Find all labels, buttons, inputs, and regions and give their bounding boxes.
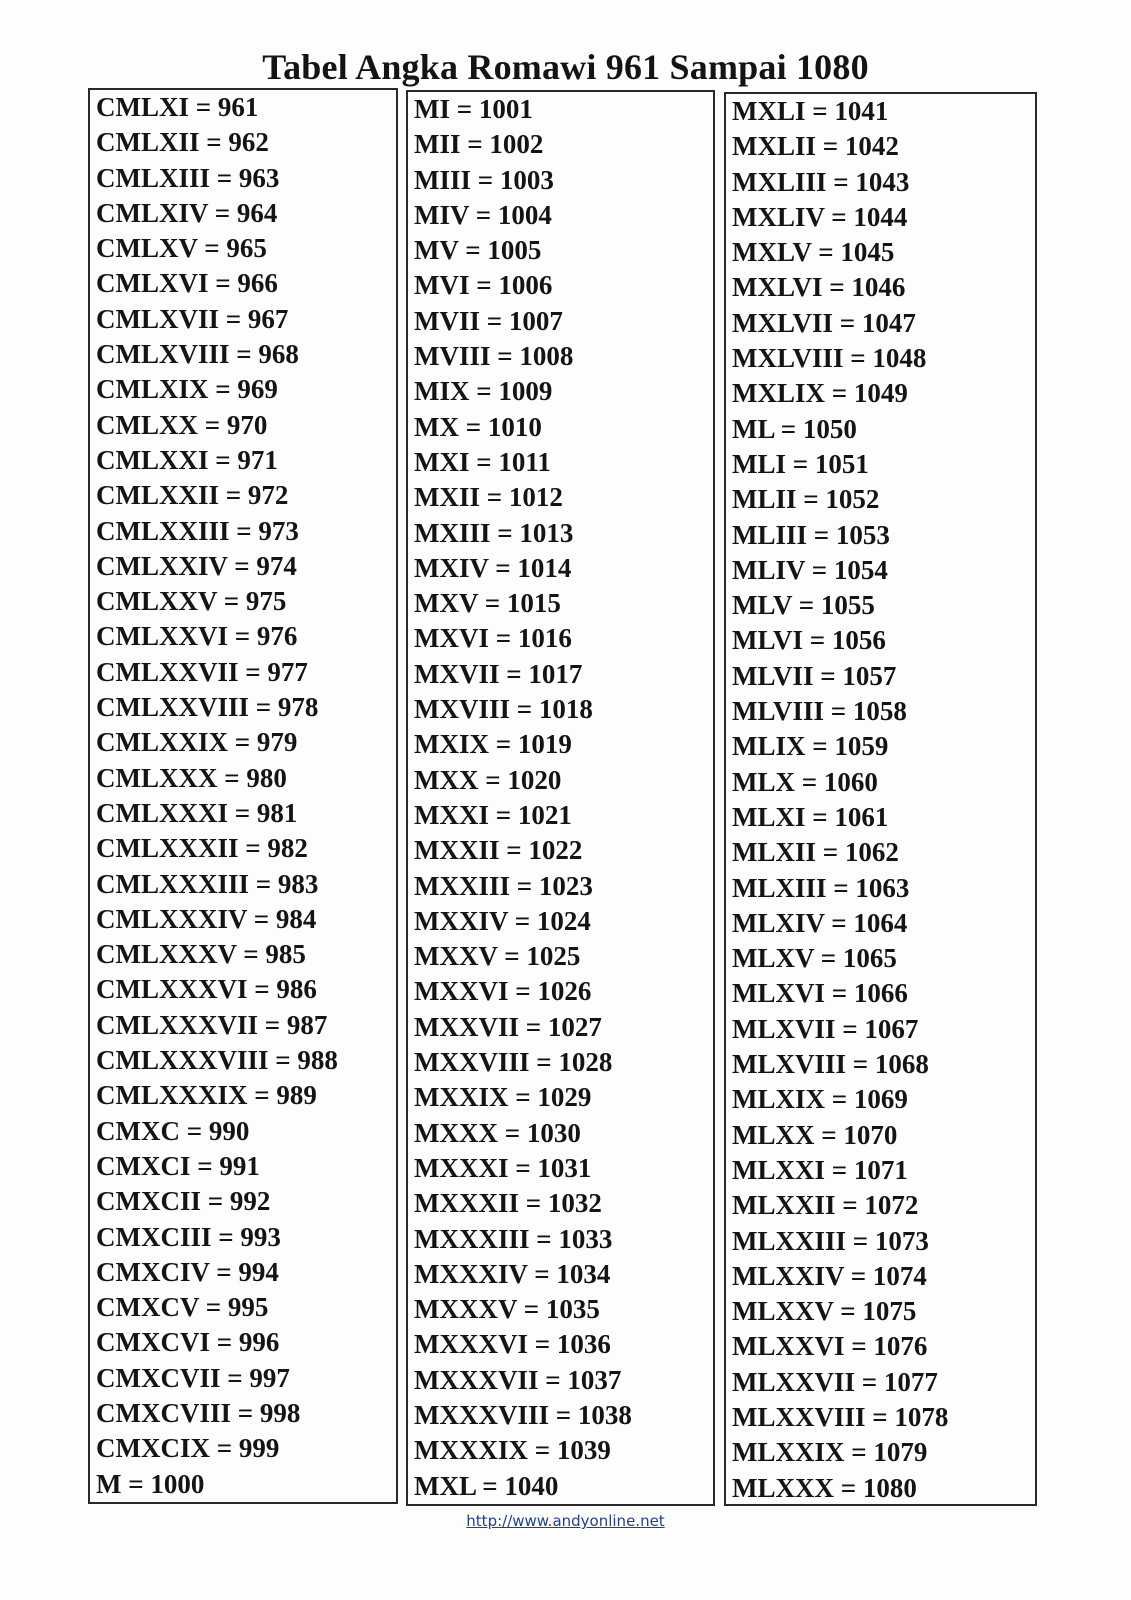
numeral-entry: CMLXXVIII = 978 <box>96 692 319 723</box>
numeral-entry: MXLV = 1045 <box>732 237 895 268</box>
numeral-entry: MXV = 1015 <box>414 588 561 619</box>
numeral-entry: MXLIII = 1043 <box>732 166 910 197</box>
numeral-entry: MXXXIX = 1039 <box>414 1435 611 1466</box>
numeral-entry: MXVII = 1017 <box>414 658 583 689</box>
numeral-entry: MLXVI = 1066 <box>732 978 908 1009</box>
numeral-entry: MLXXIII = 1073 <box>732 1225 929 1256</box>
numeral-entry: CMXCV = 995 <box>96 1292 269 1323</box>
numeral-entry: MXXII = 1022 <box>414 835 583 866</box>
numeral-entry: CMXCVII = 997 <box>96 1362 290 1393</box>
numeral-entry: MVI = 1006 <box>414 270 553 301</box>
numeral-entry: MLXIII = 1063 <box>732 872 910 903</box>
numeral-entry: MXXXV = 1035 <box>414 1294 600 1325</box>
numeral-entry: CMLXI = 961 <box>96 92 259 122</box>
numeral-entry: MV = 1005 <box>414 235 542 266</box>
numeral-entry: CMLXXVII = 977 <box>96 656 308 687</box>
numeral-entry: CMLXXIX = 979 <box>96 727 298 758</box>
numeral-entry: MLIX = 1059 <box>732 731 889 762</box>
numeral-entry: MXXXVI = 1036 <box>414 1329 611 1360</box>
numeral-entry: MLXI = 1061 <box>732 801 889 832</box>
numeral-entry: MLVII = 1057 <box>732 660 897 691</box>
numeral-entry: MVII = 1007 <box>414 305 563 336</box>
numeral-entry: MXXVII = 1027 <box>414 1011 602 1042</box>
numeral-entry: CMLXVI = 966 <box>96 268 278 299</box>
numeral-entry: MVIII = 1008 <box>414 341 574 372</box>
numeral-entry: MI = 1001 <box>414 94 533 124</box>
numeral-entry: MXLII = 1042 <box>732 131 899 162</box>
footer-link[interactable]: http://www.andyonline.net <box>466 1512 665 1530</box>
numeral-entry: MXXX = 1030 <box>414 1117 581 1148</box>
numeral-column-2 <box>406 90 715 1506</box>
numeral-entry: MXXIX = 1029 <box>414 1082 592 1113</box>
numeral-entry: MXLIV = 1044 <box>732 201 908 232</box>
numeral-entry: CMLXII = 962 <box>96 127 269 158</box>
numeral-entry: MXXXVII = 1037 <box>414 1364 622 1395</box>
numeral-entry: CMLXXXIX = 989 <box>96 1080 317 1111</box>
numeral-entry: CMLXXII = 972 <box>96 480 289 511</box>
numeral-entry: MII = 1002 <box>414 129 544 160</box>
numeral-entry: CMXCIV = 994 <box>96 1256 279 1287</box>
numeral-entry: MLIII = 1053 <box>732 519 890 550</box>
numeral-entry: MXX = 1020 <box>414 764 562 795</box>
numeral-entry: MXVIII = 1018 <box>414 694 593 725</box>
numeral-entry: MXL = 1040 <box>414 1470 559 1501</box>
numeral-entry: CMLXXXVIII = 988 <box>96 1045 338 1076</box>
numeral-entry: MIV = 1004 <box>414 199 552 230</box>
numeral-entry: CMLXV = 965 <box>96 233 267 264</box>
numeral-entry: MLX = 1060 <box>732 766 878 797</box>
numeral-entry: M = 1000 <box>96 1468 205 1499</box>
numeral-entry: MXXIII = 1023 <box>414 870 593 901</box>
numeral-entry: CMLXXX = 980 <box>96 762 287 793</box>
numeral-entry: MLI = 1051 <box>732 448 869 479</box>
numeral-entry: MLXXX = 1080 <box>732 1472 917 1503</box>
numeral-entry: MXXXVIII = 1038 <box>414 1399 632 1430</box>
numeral-entry: MXIV = 1014 <box>414 552 572 583</box>
numeral-entry: CMLXXIV = 974 <box>96 550 297 581</box>
numeral-entry: CMLXXV = 975 <box>96 586 287 617</box>
numeral-entry: MLXXVIII = 1078 <box>732 1401 949 1432</box>
numeral-entry: CMLXXVI = 976 <box>96 621 298 652</box>
numeral-entry: CMLXVII = 967 <box>96 303 289 334</box>
numeral-column-1 <box>88 88 398 1504</box>
numeral-entry: MXXV = 1025 <box>414 941 581 972</box>
numeral-entry: MLIV = 1054 <box>732 554 888 585</box>
numeral-entry: CMLXIII = 963 <box>96 162 280 193</box>
numeral-entry: MLXXVI = 1076 <box>732 1331 928 1362</box>
numeral-entry: CMLXXXVI = 986 <box>96 974 317 1005</box>
numeral-entry: MLXXV = 1075 <box>732 1296 917 1327</box>
numeral-entry: MXXXII = 1032 <box>414 1188 602 1219</box>
numeral-entry: MLXVIII = 1068 <box>732 1049 929 1080</box>
numeral-entry: CMXCIII = 993 <box>96 1221 281 1252</box>
numeral-entry: CMLXXXV = 985 <box>96 939 306 970</box>
numeral-entry: CMLXIV = 964 <box>96 197 278 228</box>
numeral-entry: MLVIII = 1058 <box>732 696 907 727</box>
numeral-entry: MLV = 1055 <box>732 590 875 621</box>
numeral-entry: MXIII = 1013 <box>414 517 574 548</box>
numeral-entry: MLXV = 1065 <box>732 943 897 974</box>
numeral-entry: ML = 1050 <box>732 413 857 444</box>
numeral-entry: MLXXII = 1072 <box>732 1190 919 1221</box>
numeral-entry: CMXCII = 992 <box>96 1186 271 1217</box>
numeral-entry: MXI = 1011 <box>414 446 551 477</box>
numeral-column-3 <box>724 92 1037 1506</box>
numeral-entry: MLXXIV = 1074 <box>732 1260 927 1291</box>
numeral-entry: CMLXXI = 971 <box>96 444 278 475</box>
numeral-entry: MXXIV = 1024 <box>414 905 591 936</box>
numeral-entry: MXXVIII = 1028 <box>414 1047 613 1078</box>
numeral-entry: MIX = 1009 <box>414 376 553 407</box>
numeral-entry: MX = 1010 <box>414 411 542 442</box>
numeral-entry: MXLIX = 1049 <box>732 378 908 409</box>
numeral-entry: CMLXXIII = 973 <box>96 515 299 546</box>
numeral-entry: MXLI = 1041 <box>732 96 889 126</box>
numeral-entry: CMLXXXVII = 987 <box>96 1009 328 1040</box>
numeral-entry: MXXXI = 1031 <box>414 1152 592 1183</box>
numeral-entry: MLXXI = 1071 <box>732 1154 908 1185</box>
numeral-entry: MLII = 1052 <box>732 484 880 515</box>
numeral-entry: CMLXIX = 969 <box>96 374 278 405</box>
numeral-entry: MXXXIV = 1034 <box>414 1258 611 1289</box>
numeral-entry: MXXXIII = 1033 <box>414 1223 613 1254</box>
numeral-entry: MLXIX = 1069 <box>732 1084 908 1115</box>
numeral-entry: MXXVI = 1026 <box>414 976 592 1007</box>
numeral-entry: MLXX = 1070 <box>732 1119 898 1150</box>
numeral-entry: CMLXX = 970 <box>96 409 268 440</box>
numeral-entry: MLXXIX = 1079 <box>732 1437 928 1468</box>
numeral-entry: CMLXXXIV = 984 <box>96 903 317 934</box>
numeral-entry: MLVI = 1056 <box>732 625 886 656</box>
numeral-entry: MXII = 1012 <box>414 482 563 513</box>
numeral-entry: CMLXXXII = 982 <box>96 833 308 864</box>
numeral-entry: CMLXXXIII = 983 <box>96 868 319 899</box>
numeral-entry: MXLVI = 1046 <box>732 272 906 303</box>
numeral-entry: MXLVIII = 1048 <box>732 343 927 374</box>
numeral-entry: CMXCVIII = 998 <box>96 1397 301 1428</box>
page-title: Tabel Angka Romawi 961 Sampai 1080 <box>262 47 869 87</box>
numeral-entry: MLXIV = 1064 <box>732 907 908 938</box>
numeral-entry: MIII = 1003 <box>414 164 554 195</box>
numeral-entry: MXXI = 1021 <box>414 799 572 830</box>
numeral-entry: MLXXVII = 1077 <box>732 1366 938 1397</box>
numeral-entry: CMLXVIII = 968 <box>96 339 299 370</box>
numeral-entry: MXIX = 1019 <box>414 729 572 760</box>
numeral-entry: CMXCIX = 999 <box>96 1433 280 1464</box>
numeral-entry: CMXCI = 991 <box>96 1150 260 1181</box>
numeral-entry: CMLXXXI = 981 <box>96 797 298 828</box>
numeral-entry: CMXCVI = 996 <box>96 1327 280 1358</box>
numeral-entry: MXLVII = 1047 <box>732 307 916 338</box>
numeral-entry: CMXC = 990 <box>96 1115 250 1146</box>
numeral-entry: MLXII = 1062 <box>732 837 899 868</box>
numeral-entry: MXVI = 1016 <box>414 623 572 654</box>
numeral-entry: MLXVII = 1067 <box>732 1013 919 1044</box>
